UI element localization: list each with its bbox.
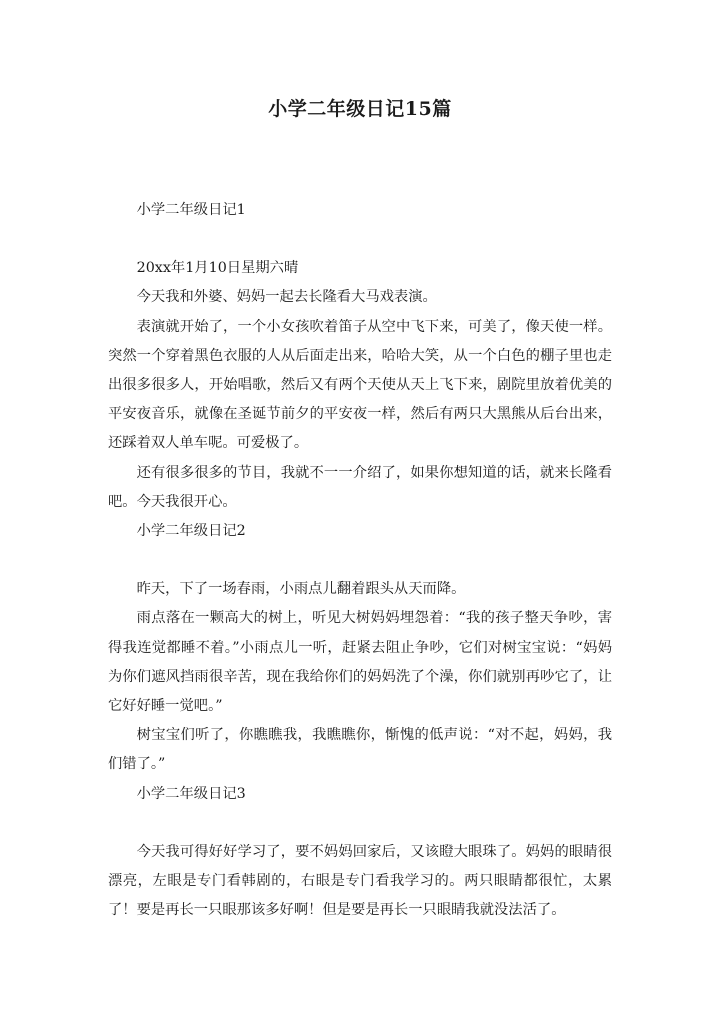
diary-2-paragraph: 树宝宝们听了，你瞧瞧我，我瞧瞧你，惭愧的低声说：“对不起，妈妈，我们错了。” xyxy=(108,727,612,773)
diary-3-heading: 小学二年级日记3 xyxy=(136,785,246,802)
document-body xyxy=(108,196,612,925)
diary-1-date: 20xx年1月10日星期六晴 xyxy=(136,260,299,277)
spacer xyxy=(108,546,612,575)
diary-2-paragraph: 雨点落在一颗高大的树上，听见大树妈妈埋怨着：“我的孩子整天争吵，害得我连觉都睡不着。”小雨点儿一听，赶紧去阻止争吵，它们对树宝宝说：“妈妈为你们遮风挡雨很辛苦，现在我给你们的妈妈洗了个澡，你们就别再吵它了，让它好好睡一觉吧。” xyxy=(108,610,612,715)
diary-2-heading: 小学二年级日记2 xyxy=(136,523,246,540)
diary-1-paragraph: 表演就开始了，一个小女孩吹着笛子从空中飞下来，可美了，像天使一样。突然一个穿着黑色衣服的人从后面走出来，哈哈大笑，从一个白色的棚子里也走出很多很多人，开始唱歌，然后又有两个天使从天上飞下来，剧院里放着优美的平安夜音乐，就像在圣诞节前夕的平安夜一样，然后有两只大黑熊从后台出来，还踩着双人单车呢。可爱极了。 xyxy=(108,318,612,452)
diary-3-paragraph: 今天我可得好好学习了，要不妈妈回家后，又该瞪大眼珠了。妈妈的眼睛很漂亮，左眼是专门看韩剧的，右眼是专门看我学习的。两只眼睛都很忙，太累了！要是再长一只眼那该多好啊！但是要是再长一只眼睛我就没法活了。 xyxy=(108,843,612,919)
spacer xyxy=(108,809,612,838)
diary-1-paragraph: 还有很多很多的节目，我就不一一介绍了，如果你想知道的话，就来长隆看吧。今天我很开心。 xyxy=(108,464,612,510)
diary-2-paragraph: 昨天，下了一场春雨，小雨点儿翻着跟头从天而降。 xyxy=(136,581,466,598)
spacer xyxy=(108,225,612,254)
document-title: 小学二年级日记15篇 xyxy=(268,98,452,120)
diary-1-paragraph: 今天我和外婆、妈妈一起去长隆看大马戏表演。 xyxy=(136,289,437,306)
diary-1-heading: 小学二年级日记1 xyxy=(136,202,246,218)
